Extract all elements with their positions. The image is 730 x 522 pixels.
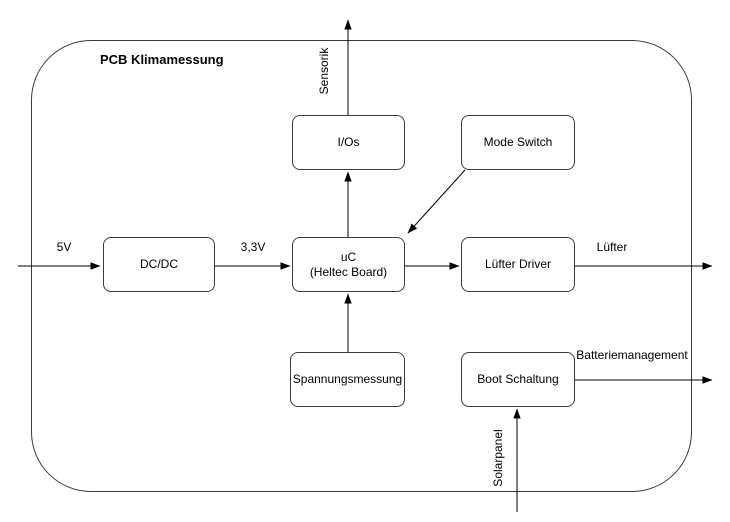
arrow-modeswitch-to-uc	[408, 170, 465, 233]
edge-label-sensorik: Sensorik	[317, 47, 331, 95]
node-ios	[292, 115, 405, 170]
node-uc	[292, 237, 405, 292]
node-boot-schaltung	[461, 352, 575, 407]
edge-label-luefter: Lüfter	[596, 240, 628, 254]
edge-label-solarpanel: Solarpanel	[491, 429, 505, 487]
node-spannungsmessung	[290, 352, 405, 407]
edge-label-batteriemanagement: Batteriemanagement	[576, 348, 688, 362]
node-spannungsmessung-label: Spannungsmessung	[292, 372, 403, 386]
node-luefter-driver	[461, 237, 575, 292]
node-mode-switch-label: Mode Switch	[483, 135, 553, 149]
node-luefter-driver-label: Lüfter Driver	[484, 257, 552, 271]
edge-label-5v: 5V	[56, 240, 72, 254]
node-mode-switch	[461, 115, 575, 170]
node-uc-sublabel: (Heltec Board)	[309, 264, 388, 279]
node-ios-label: I/Os	[337, 135, 360, 149]
edge-label-3-3v: 3,3V	[240, 240, 266, 254]
node-uc-label: uC	[340, 249, 357, 264]
node-dcdc-label: DC/DC	[140, 257, 178, 271]
node-boot-schaltung-label: Boot Schaltung	[477, 372, 559, 386]
node-dcdc	[103, 237, 215, 292]
diagram-title: PCB Klimamessung	[100, 52, 224, 67]
